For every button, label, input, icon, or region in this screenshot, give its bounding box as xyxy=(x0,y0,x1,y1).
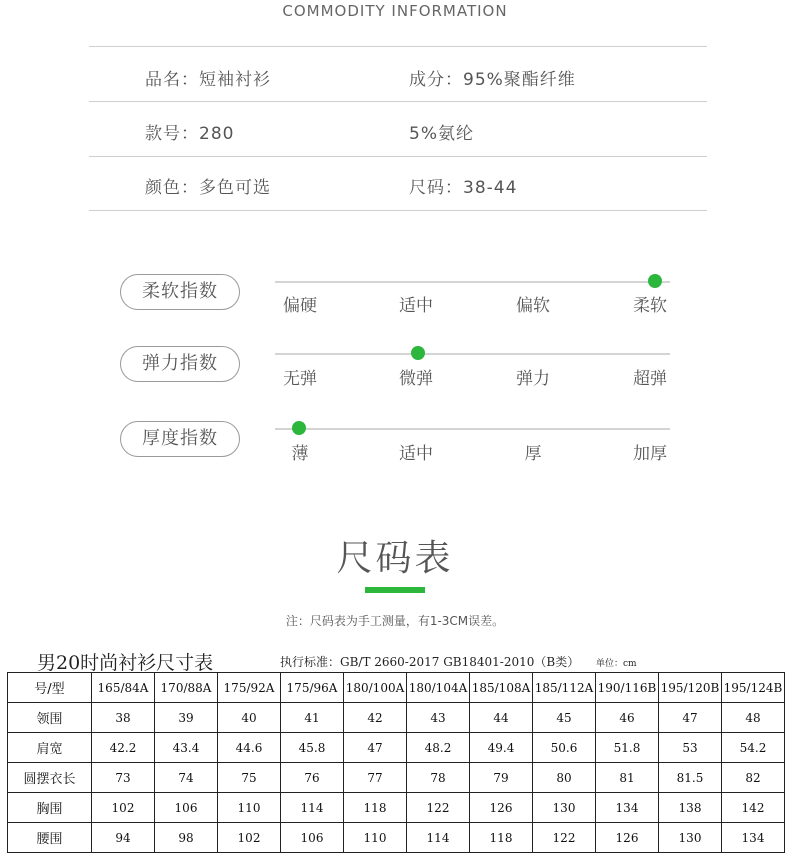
divider xyxy=(89,46,707,47)
table-cell: 42.2 xyxy=(92,733,155,763)
table-header-row xyxy=(8,673,785,703)
elasticity-track xyxy=(275,353,670,355)
table-cell: 106 xyxy=(281,823,344,853)
row-header-cell: 腰围 xyxy=(8,823,92,853)
standard-text: 执行标准：GB/T 2660-2017 GB18401-2010（B类） xyxy=(280,655,580,669)
softness-track xyxy=(275,281,670,283)
table-cell: 81 xyxy=(596,763,659,793)
header-cell: 170/88A xyxy=(155,673,218,703)
elasticity-level: 超弹 xyxy=(633,369,667,389)
table-cell: 39 xyxy=(155,703,218,733)
table-cell: 47 xyxy=(344,733,407,763)
row-header-cell: 胸围 xyxy=(8,793,92,823)
elasticity-level: 弹力 xyxy=(516,369,550,389)
table-cell: 44 xyxy=(470,703,533,733)
table-cell: 81.5 xyxy=(659,763,722,793)
table-cell: 126 xyxy=(470,793,533,823)
header-cell: 175/96A xyxy=(281,673,344,703)
softness-level: 适中 xyxy=(399,296,433,316)
table-cell: 98 xyxy=(155,823,218,853)
divider xyxy=(89,210,707,211)
elasticity-indicator xyxy=(411,346,425,360)
table-row xyxy=(8,703,785,733)
table-cell: 45 xyxy=(533,703,596,733)
table-cell: 74 xyxy=(155,763,218,793)
table-cell: 48 xyxy=(722,703,785,733)
thickness-level: 加厚 xyxy=(633,444,667,464)
softness-level: 偏硬 xyxy=(283,296,317,316)
table-cell: 78 xyxy=(407,763,470,793)
header-cell: 195/124B xyxy=(722,673,785,703)
size-range: 尺码：38-44 xyxy=(409,178,518,198)
table-cell: 122 xyxy=(533,823,596,853)
table-row xyxy=(8,793,785,823)
table-cell: 45.8 xyxy=(281,733,344,763)
table-row xyxy=(8,823,785,853)
thickness-index-label: 厚度指数 xyxy=(120,421,240,457)
table-cell: 102 xyxy=(218,823,281,853)
table-cell: 118 xyxy=(470,823,533,853)
row-header-cell: 领围 xyxy=(8,703,92,733)
table-cell: 106 xyxy=(155,793,218,823)
color-option: 颜色：多色可选 xyxy=(145,178,271,198)
thickness-level: 厚 xyxy=(524,444,542,464)
thickness-level: 薄 xyxy=(291,444,309,464)
table-cell: 138 xyxy=(659,793,722,823)
table-cell: 50.6 xyxy=(533,733,596,763)
style-number: 款号：280 xyxy=(145,124,235,144)
thickness-track xyxy=(275,428,670,430)
table-cell: 38 xyxy=(92,703,155,733)
table-cell: 77 xyxy=(344,763,407,793)
table-cell: 110 xyxy=(218,793,281,823)
table-cell: 114 xyxy=(281,793,344,823)
row-header-cell: 肩宽 xyxy=(8,733,92,763)
table-cell: 134 xyxy=(596,793,659,823)
divider xyxy=(89,101,707,102)
divider xyxy=(89,156,707,157)
composition-extra: 5%氨纶 xyxy=(409,124,474,144)
table-cell: 94 xyxy=(92,823,155,853)
elasticity-level: 无弹 xyxy=(283,369,317,389)
table-cell: 82 xyxy=(722,763,785,793)
header-cell: 175/92A xyxy=(218,673,281,703)
table-title: 男20时尚衬衫尺寸表 xyxy=(37,652,214,674)
table-cell: 110 xyxy=(344,823,407,853)
table-row xyxy=(8,763,785,793)
table-cell: 75 xyxy=(218,763,281,793)
unit-text: 单位：cm xyxy=(596,659,637,669)
table-cell: 46 xyxy=(596,703,659,733)
table-cell: 48.2 xyxy=(407,733,470,763)
header-cell: 190/116B xyxy=(596,673,659,703)
table-cell: 126 xyxy=(596,823,659,853)
product-name: 品名：短袖衬衫 xyxy=(145,70,271,90)
table-cell: 122 xyxy=(407,793,470,823)
softness-indicator xyxy=(648,274,662,288)
softness-level: 柔软 xyxy=(633,296,667,316)
table-cell: 130 xyxy=(659,823,722,853)
header-cell: 185/112A xyxy=(533,673,596,703)
size-table xyxy=(7,672,785,853)
measurement-note: 注：尺码表为手工测量，有1-3CM误差。 xyxy=(285,614,505,628)
row-header-cell: 号/型 xyxy=(8,673,92,703)
table-cell: 79 xyxy=(470,763,533,793)
table-cell: 142 xyxy=(722,793,785,823)
table-row xyxy=(8,733,785,763)
header-cell: 180/100A xyxy=(344,673,407,703)
table-cell: 73 xyxy=(92,763,155,793)
table-cell: 41 xyxy=(281,703,344,733)
table-cell: 130 xyxy=(533,793,596,823)
table-cell: 49.4 xyxy=(470,733,533,763)
softness-index-label: 柔软指数 xyxy=(120,274,240,310)
table-cell: 42 xyxy=(344,703,407,733)
elasticity-index-label: 弹力指数 xyxy=(120,346,240,382)
header-cell: 195/120B xyxy=(659,673,722,703)
header-cell: 180/104A xyxy=(407,673,470,703)
table-cell: 43 xyxy=(407,703,470,733)
table-cell: 54.2 xyxy=(722,733,785,763)
table-cell: 76 xyxy=(281,763,344,793)
row-header-cell: 圆摆衣长 xyxy=(8,763,92,793)
elasticity-level: 微弹 xyxy=(399,369,433,389)
table-cell: 114 xyxy=(407,823,470,853)
size-chart-title: 尺码表 xyxy=(336,538,454,579)
thickness-indicator xyxy=(292,421,306,435)
table-cell: 102 xyxy=(92,793,155,823)
composition: 成分：95%聚酯纤维 xyxy=(409,70,576,90)
table-cell: 53 xyxy=(659,733,722,763)
table-cell: 118 xyxy=(344,793,407,823)
softness-level: 偏软 xyxy=(516,296,550,316)
header-cell: 185/108A xyxy=(470,673,533,703)
table-cell: 47 xyxy=(659,703,722,733)
table-cell: 40 xyxy=(218,703,281,733)
table-cell: 80 xyxy=(533,763,596,793)
table-cell: 51.8 xyxy=(596,733,659,763)
table-cell: 44.6 xyxy=(218,733,281,763)
thickness-level: 适中 xyxy=(399,444,433,464)
title-underline xyxy=(365,587,425,593)
header-cell: 165/84A xyxy=(92,673,155,703)
table-cell: 43.4 xyxy=(155,733,218,763)
commodity-info-title: COMMODITY INFORMATION xyxy=(282,2,508,20)
table-cell: 134 xyxy=(722,823,785,853)
